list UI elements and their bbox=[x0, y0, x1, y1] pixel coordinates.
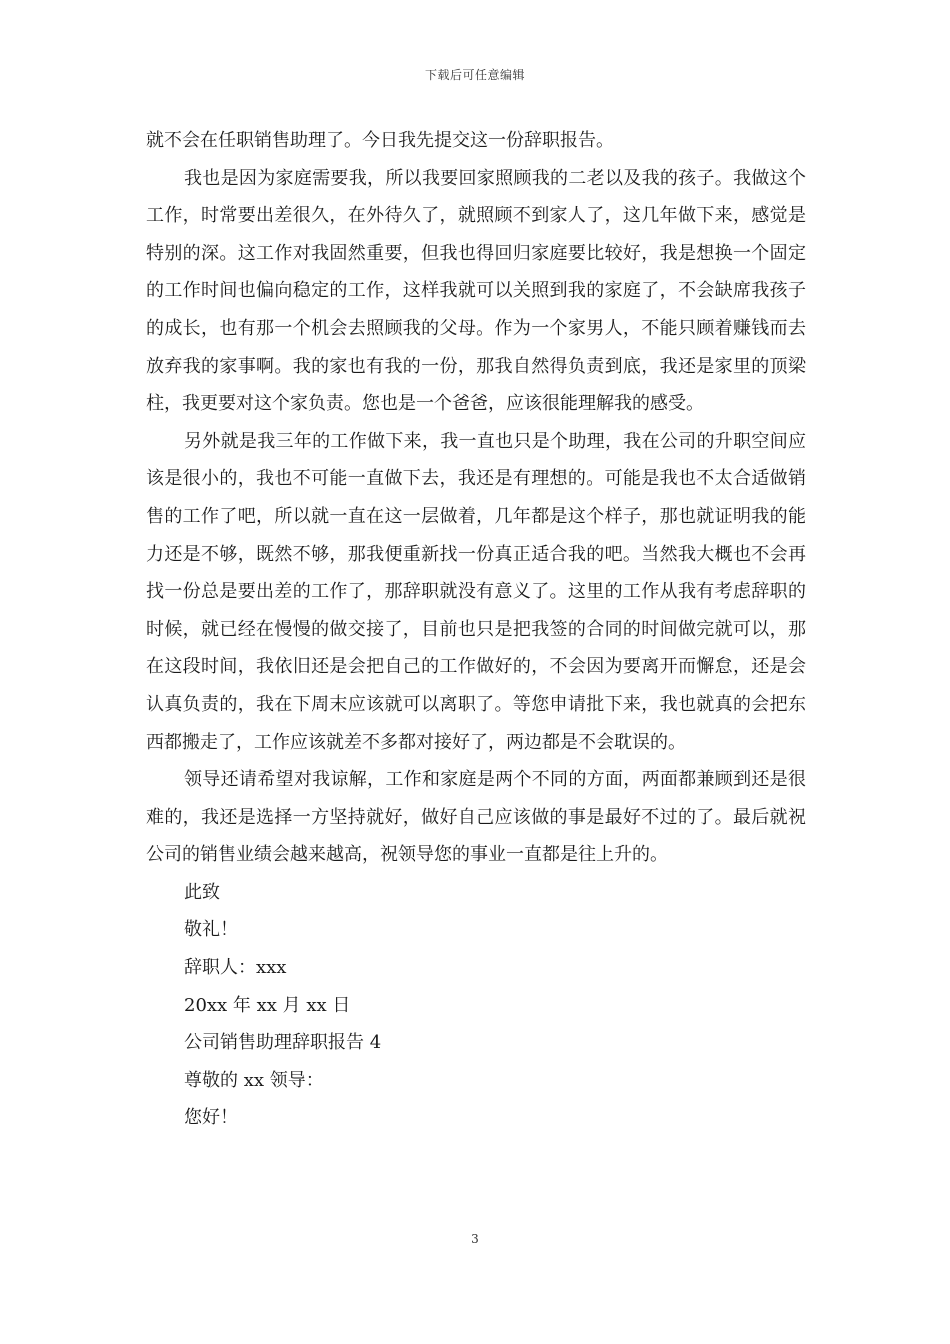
greeting-line: 您好！ bbox=[184, 1107, 238, 1129]
salutation-line: 尊敬的 xx 领导： bbox=[184, 1069, 324, 1091]
paragraph-career-reason: 另外就是我三年的工作做下来，我一直也只是个助理，我在公司的升职空间应该是很小的，我也不可能一直做下去，我还是有理想的。可能是我也不太合适做销售的工作了吧，所以就一直在这一层做着，几年都是这个样子，那也就证明我的能力还是不够，既然不够，那我便重新找一份真正适合我的吧。当然我大概也不会再找一份总是要出差的工作了，那辞职就没有意义了。这里的工作从我有考虑辞职的时候，就已经在慢慢的做交接了，目前也只是把我签的合同的时间做完就可以，那在这段时间，我依旧还是会把自己的工作做好的，不会因为要离开而懈怠，还是会认真负责的，我在下周末应该就可以离职了。等您申请批下来，我也就真的会把东西都搬走了，工作应该就差不多都对接好了，两边都是不会耽误的。 bbox=[146, 430, 806, 753]
paragraph-closing-wishes: 领导还请希望对我谅解，工作和家庭是两个不同的方面，两面都兼顾到还是很难的，我还是选择一方坚持就好，做好自己应该做的事是最好不过的了。最后就祝公司的销售业绩会越来越高，祝领导您的事业一直都是往上升的。 bbox=[146, 769, 806, 866]
page-number: 3 bbox=[471, 1232, 479, 1246]
closing-line-1: 此致 bbox=[184, 881, 220, 903]
paragraph-family-reason: 我也是因为家庭需要我，所以我要回家照顾我的二老以及我的孩子。我做这个工作，时常要出差很久，在外待久了，就照顾不到家人了，这几年做下来，感觉是特别的深。这工作对我固然重要，但我也得回归家庭要比较好，我是想换一个固定的工作时间也偏向稳定的工作，这样我就可以关照到我的家庭了，不会缺席我孩子的成长，也有那一个机会去照顾我的父母。作为一个家男人，不能只顾着赚钱而去放弃我的家事啊。我的家也有我的一份，那我自然得负责到底，我还是家里的顶梁柱，我更要对这个家负责。您也是一个爸爸，应该很能理解我的感受。 bbox=[146, 167, 806, 415]
document-body bbox=[146, 122, 806, 1137]
signer-line: 辞职人：xxx bbox=[184, 957, 287, 979]
page-header: 下载后可任意编辑 bbox=[424, 68, 525, 82]
closing-line-2: 敬礼！ bbox=[184, 919, 238, 941]
next-section-title: 公司销售助理辞职报告 4 bbox=[184, 1032, 382, 1054]
date-line: 20xx 年 xx 月 xx 日 bbox=[184, 994, 351, 1016]
paragraph-continued: 就不会在任职销售助理了。今日我先提交这一份辞职报告。 bbox=[146, 130, 614, 151]
